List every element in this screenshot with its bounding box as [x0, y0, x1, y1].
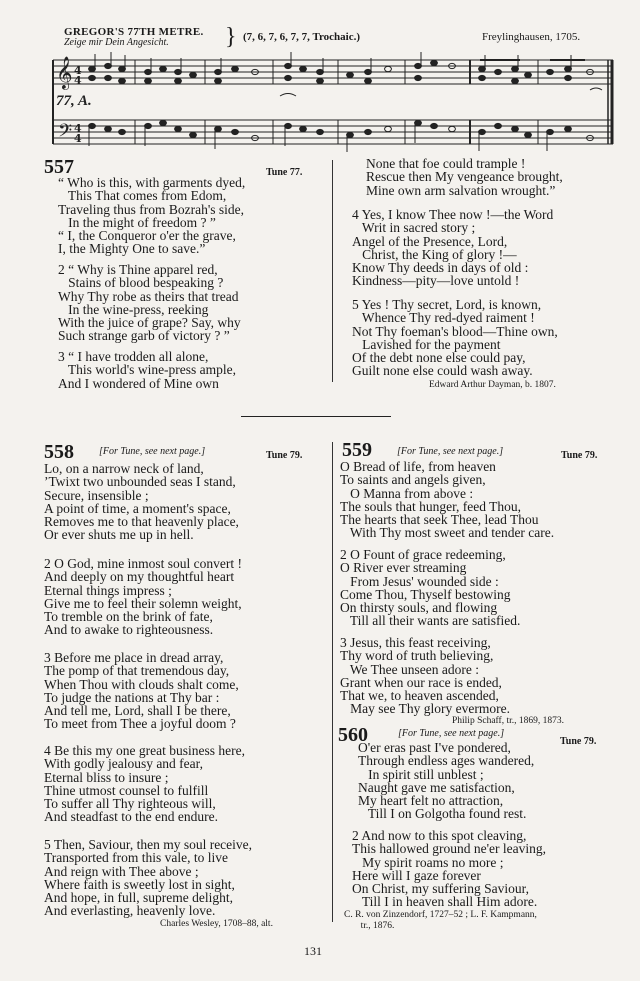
hymn-number-558: 558 [44, 441, 74, 463]
hymn-559-tune-note: [For Tune, see next page.] [397, 446, 504, 457]
svg-text:𝄞: 𝄞 [56, 56, 73, 89]
hymn-559-author: Philip Schaff, tr., 1869, 1873. [452, 716, 564, 726]
svg-text:4: 4 [74, 74, 82, 87]
hymn-560-author: C. R. von Zinzendorf, 1727–52 ; L. F. Kampmann, tr., 1876. [344, 910, 537, 931]
svg-text:4: 4 [74, 122, 82, 135]
hymn-558-stanza-4: 4 Be this my one great business here, With godly jealousy and fear, Eternal bliss to insure ; Thine utmost counsel to fulfill To suffer all Thy righteous will, And steadfast to the end endure. [44, 743, 245, 825]
section-divider [241, 416, 391, 417]
hymn-557-stanza-2: 2 “ Why is Thine apparel red, Stains of blood bespeaking ? Why Thy robe as theirs that tread In the wine-press, reeking With the juice of grape? Say, why Such strange garb of victory ? ” [58, 262, 241, 344]
tune-ref-558: Tune 79. [266, 450, 303, 461]
hymn-558-stanza-2: 2 O God, mine inmost soul convert ! And deeply on my thoughtful heart Eternal things impress ; Give me to feel their solemn weight, To tremble on the brink of fate, And to awake to righteousness. [44, 556, 242, 638]
tune-ref-560: Tune 79. [560, 736, 597, 747]
hymn-560-stanza-1: O'er eras past I've pondered, Through endless ages wandered, In spirit still unblest ; Naught gave me satisfaction, My heart felt no attraction, Till I on Golgotha found rest. [358, 740, 535, 822]
hymn-558-stanza-3: 3 Before me place in dread array, The pomp of that tremendous day, When Thou with clouds shalt come, To judge the nations at Thy bar : And tell me, Lord, shall I be there, To meet from Thee a joyful doom ? [44, 650, 239, 732]
tune-subtitle: Zeige mir Dein Angesicht. [64, 37, 169, 48]
hymn-558-author: Charles Wesley, 1708–88, alt. [160, 919, 273, 929]
hymn-559-stanza-3: 3 Jesus, this feast receiving, Thy word of truth believing, We Thee unseen adore : Grant when our race is ended, That we, to heaven ascended, May see Thy glory evermore. [340, 635, 510, 717]
hymn-558-stanza-1: Lo, on a narrow neck of land, ’Twixt two unbounded seas I stand, Secure, insensible ; A point of time, a moment's space, Removes me to that heavenly place, Or ever shuts me up in hell. [44, 461, 239, 543]
hymn-557-stanza-4: 4 Yes, I know Thee now !—the Word Writ in sacred story ; Angel of the Presence, Lord, Christ, the King of glory !— Know Thy deeds in days of old : Kindness—pity—love untold ! [352, 207, 554, 289]
hymn-557-stanza-5: 5 Yes ! Thy secret, Lord, is known, Whence Thy red-dyed raiment ! Not Thy foeman's blood—Thine own, Lavished for the payment Of the debt none else could pay, Guilt none else could wash away. [352, 297, 558, 379]
tune-name: GREGOR'S 77TH METRE. [64, 26, 204, 38]
hymn-559-stanza-2: 2 O Fount of grace redeeming, O River ever streaming From Jesus' wounded side : Come Thou, Thyself bestowing On thirsty souls, and flowing Till all their wants are satisfied. [340, 547, 521, 629]
hymn-558-tune-note: [For Tune, see next page.] [99, 446, 206, 457]
hymn-560-tune-note: [For Tune, see next page.] [398, 728, 505, 739]
hymn-557-stanza-3-cont: None that foe could trample ! Rescue then My vengeance brought, Mine own arm salvation wrought.” [366, 156, 563, 198]
column-divider-top [332, 160, 333, 382]
tune-ref-557: Tune 77. [266, 167, 303, 178]
hymn-557-stanza-3: 3 “ I have trodden all alone, This world's wine-press ample, And I wondered of Mine own [58, 349, 237, 391]
hymn-number-557: 557 [44, 156, 74, 178]
page-number: 131 [304, 944, 322, 958]
brace-glyph: } [225, 24, 237, 50]
composer-credit: Freylinghausen, 1705. [482, 31, 581, 43]
music-score [50, 52, 616, 154]
hymn-558-stanza-5: 5 Then, Saviour, then my soul receive, Transported from this vale, to live And reign with Thee above ; Where faith is sweetly lost in sight, And hope, in full, supreme delight, And everlasting, heavenly love. [44, 837, 253, 919]
hymn-557-author: Edward Arthur Dayman, b. 1807. [429, 380, 556, 390]
hymn-557-stanza-1: “ Who is this, with garments dyed, This That comes from Edom, Traveling thus from Bozrah's side, In the might of freedom ? ” “ I, the Conqueror o'er the grave, I, the Mighty One to save.” [58, 175, 246, 257]
svg-text:4: 4 [74, 64, 82, 77]
hymn-number-559: 559 [342, 439, 372, 461]
svg-text:𝄢: 𝄢 [58, 121, 73, 146]
meter-label: (7, 6, 7, 6, 7, 7, Trochaic.) [243, 31, 361, 43]
svg-text:4: 4 [74, 132, 82, 145]
column-divider-bottom [332, 442, 333, 922]
hymn-560-stanza-2: 2 And now to this spot cleaving, This hallowed ground ne'er leaving, My spirit roams no more ; Here will I gaze forever On Christ, my suffering Saviour, Till I in heaven shall Him adore. [352, 828, 547, 910]
tune-ref-559: Tune 79. [561, 450, 598, 461]
hymn-559-stanza-1: O Bread of life, from heaven To saints and angels given, O Manna from above : The souls that hunger, feed Thou, The hearts that seek Thee, lead Thou With Thy most sweet and tender care. [340, 459, 555, 541]
tune-number-label: 77, A. [56, 93, 92, 109]
hymn-number-560: 560 [338, 724, 368, 746]
